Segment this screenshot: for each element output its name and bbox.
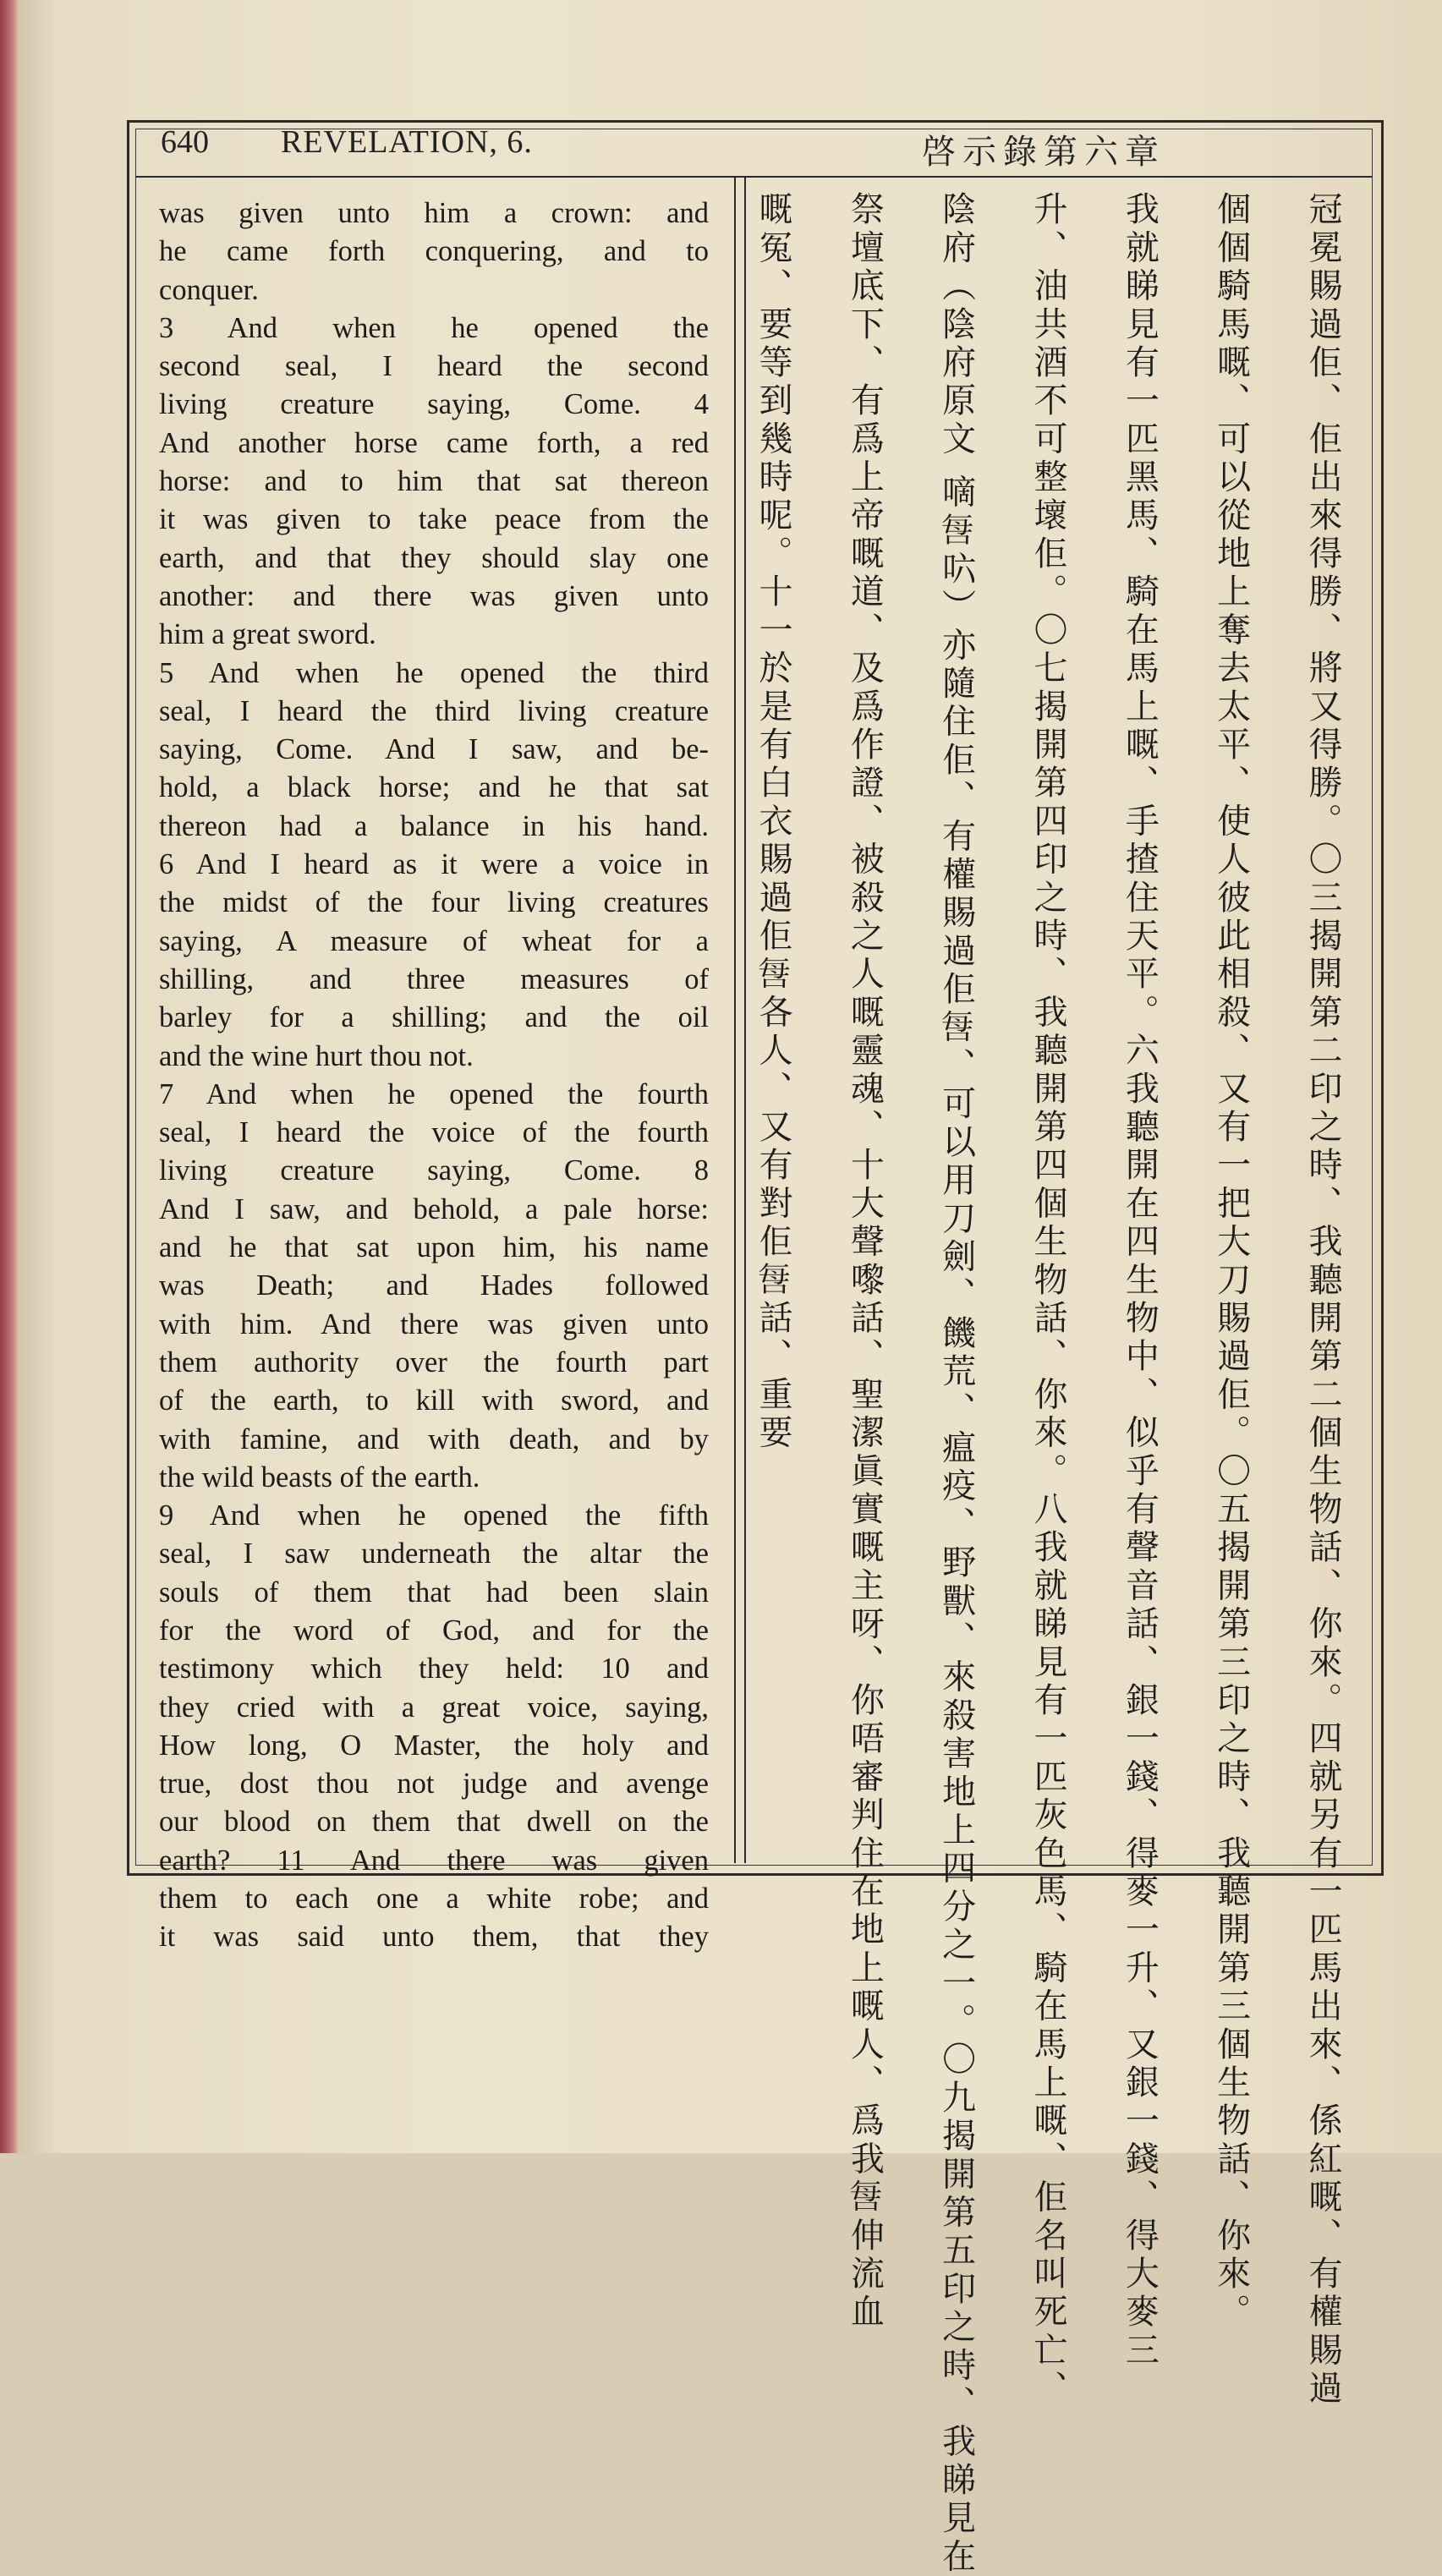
chinese-running-title: 啓示錄第六章 — [922, 133, 1165, 172]
english-line: it was given to take peace from the — [159, 503, 709, 536]
english-line: 6 And I heard as it were a voice in — [159, 848, 709, 881]
english-line: them authority over the fourth part — [159, 1346, 709, 1378]
english-line: conquer. — [159, 273, 259, 306]
english-line: living creature saying, Come. 8 — [159, 1154, 709, 1187]
english-line: and the wine hurt thou not. — [159, 1039, 474, 1072]
english-line: with him. And there was given unto — [159, 1307, 709, 1340]
chinese-text-column — [744, 191, 1352, 2576]
english-line: another: and there was given unto — [159, 579, 709, 612]
english-line: true, dost thou not judge and avenge — [159, 1768, 709, 1800]
english-line: seal, I heard the voice of the fourth — [159, 1116, 709, 1149]
english-line: hold, a black horse; and he that sat — [159, 771, 709, 804]
english-line: living creature saying, Come. 4 — [159, 388, 709, 421]
english-line: 5 And when he opened the third — [159, 656, 709, 689]
english-line: our blood on them that dwell on the — [159, 1806, 709, 1839]
english-line: 7 And when he opened the fourth — [159, 1077, 709, 1110]
english-line: it was said unto them, that they — [159, 1921, 709, 1954]
english-line: barley for a shilling; and the oil — [159, 1001, 709, 1034]
english-line: the wild beasts of the earth. — [159, 1461, 480, 1494]
english-line: of the earth, to kill with sword, and — [159, 1384, 709, 1417]
english-line: 9 And when he opened the fifth — [159, 1499, 709, 1532]
english-line: 3 And when he opened the — [159, 311, 709, 344]
running-title: REVELATION, 6. — [281, 124, 533, 160]
english-line: with famine, and with death, and by — [159, 1422, 709, 1455]
english-line: was Death; and Hades followed — [159, 1269, 709, 1302]
english-line: earth, and that they should slay one — [159, 541, 709, 574]
english-line: they cried with a great voice, saying, — [159, 1691, 709, 1724]
chinese-column: 我就睇見有一匹黑馬、騎在馬上嘅、手揸住天平。六我聽開在四生物中、似乎有聲音話、銀一錢、得麥一升、又銀一錢、得大麥三 — [1120, 191, 1160, 2370]
chinese-column: 冠冕賜過佢、佢出來得勝、將又得勝。〇三揭開第二印之時、我聽開第二個生物話、你來。四就另有一匹馬出來、係紅嘅、有權賜過 — [1302, 191, 1342, 2409]
english-line: souls of them that had been slain — [159, 1576, 709, 1609]
english-line: seal, I saw underneath the altar the — [159, 1537, 709, 1570]
english-line: thereon had a balance in his hand. — [159, 809, 709, 842]
english-line: And another horse came forth, a red — [159, 426, 709, 459]
english-line: earth? 11 And there was given — [159, 1844, 709, 1877]
english-line: saying, A measure of wheat for a — [159, 924, 709, 957]
chinese-column: 個個騎馬嘅、可以從地上奪去太平、使人彼此相殺、又有一把大刀賜過佢。〇五揭開第三印之時、我聽開第三個生物話、你來。 — [1211, 191, 1251, 2332]
english-line: second seal, I heard the second — [159, 350, 709, 383]
page-number: 640 — [161, 124, 209, 160]
english-line: them to each one a white robe; and — [159, 1883, 709, 1916]
english-line: the midst of the four living creatures — [159, 886, 709, 919]
chinese-column: 升、油共酒不可整壞佢。〇七揭開第四印之時、我聽開第四個生物話、你來。八我就睇見有一匹灰色馬、騎在馬上嘅、佢名叫死亡、 — [1028, 191, 1067, 2409]
english-line: him a great sword. — [159, 618, 376, 651]
english-line: seal, I heard the third living creature — [159, 694, 709, 727]
english-line: he came forth conquering, and to — [159, 235, 709, 268]
page-edge — [0, 0, 19, 2153]
english-line: was given unto him a crown: and — [159, 197, 709, 229]
english-line: for the word of God, and for the — [159, 1614, 709, 1647]
chinese-column: 祭壇底下、有爲上帝嘅道、及爲作證、被殺之人嘅靈魂、十大聲嚟話、聖潔眞實嘅主呀、你唔審判住在地上嘅人、爲我𠲯伸流血 — [845, 191, 885, 2332]
english-line: And I saw, and behold, a pale horse: — [159, 1192, 709, 1225]
english-line: horse: and to him that sat thereon — [159, 465, 709, 498]
english-text-column — [159, 195, 709, 1957]
english-line: testimony which they held: 10 and — [159, 1652, 709, 1685]
english-line: shilling, and three measures of — [159, 962, 709, 995]
english-line: and he that sat upon him, his name — [159, 1231, 709, 1264]
english-line: How long, O Master, the holy and — [159, 1729, 709, 1762]
chinese-column: 嘅冤、要等到幾時呢。十一於是有白衣賜過佢𠲯各人、又有對佢𠲯話、重要 — [754, 191, 792, 1453]
chinese-column: 陰府（陰府原文 嘀𠲯𠯿）亦隨住佢、有權賜過佢𠲯、可以用刀劍、饑荒、瘟疫、野獸、來殺害地上四分之一。〇九揭開第五印之時、我睇見在 — [936, 191, 976, 2576]
english-line: saying, Come. And I saw, and be- — [159, 733, 709, 766]
header-rule — [135, 176, 1372, 178]
